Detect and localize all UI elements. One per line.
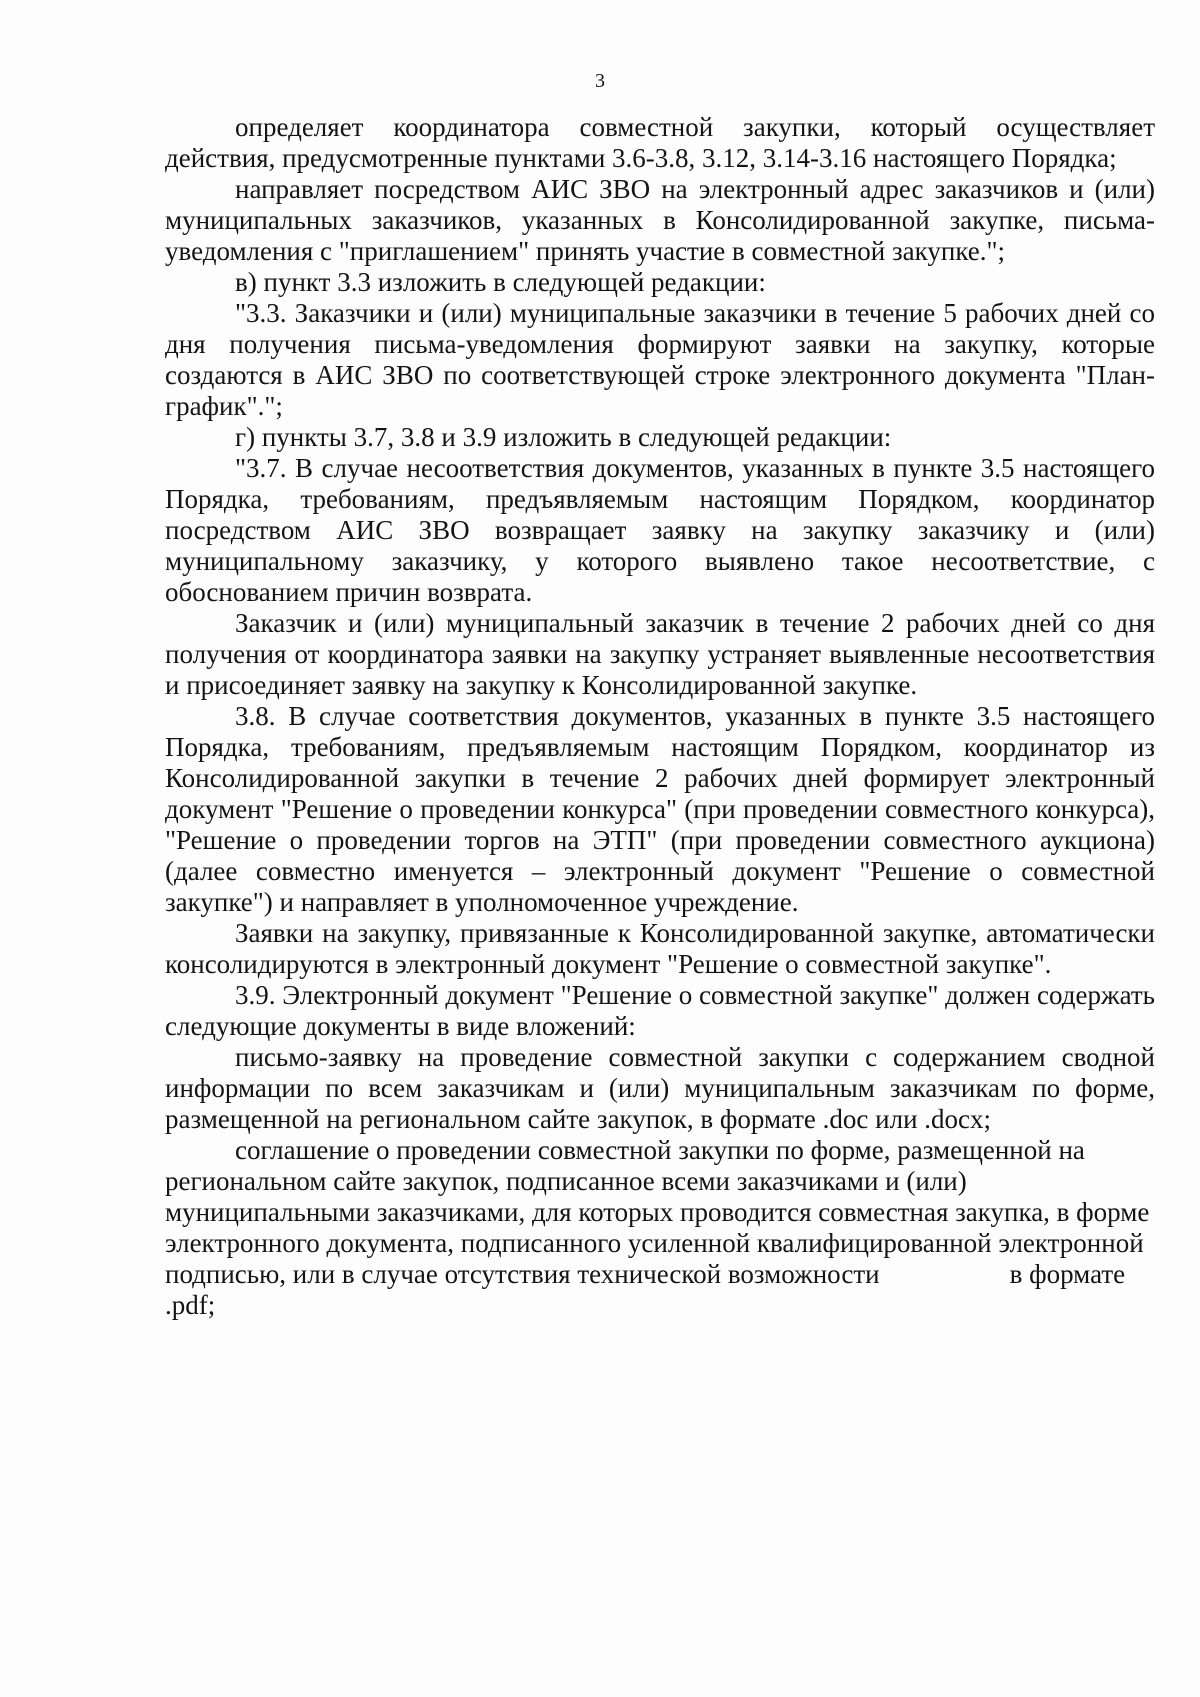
- paragraph: направляет посредством АИС ЗВО на электронный адрес заказчиков и (или) муниципальных заказчиков, указанных в Консолидированной закупке, письма-уведомления с "приглашением" принять участие в совместной закупке.";: [165, 174, 1155, 266]
- paragraph: определяет координатора совместной закупки, который осуществляет действия, предусмотренные пунктами 3.6-3.8, 3.12, 3.14-3.16 настоящего Порядка;: [165, 112, 1155, 173]
- paragraph-text: соглашение о проведении совместной закупки по форме, размещенной на региональном сайте закупок, подписанное всеми заказчиками и (или) муниципальными заказчиками, для которых проводится совместная закупка, в форме электронного документа, подписанного усиленной квалифицированной электронной подписью, или в случае отсутствия технической возможности: [165, 1135, 1150, 1289]
- paragraph: "3.7. В случае несоответствия документов, указанных в пункте 3.5 настоящего Порядка, требованиям, предъявляемым настоящим Порядком, координатор посредством АИС ЗВО возвращает заявку на закупку заказчику и (или) муниципальному заказчику, у которого выявлено такое несоответствие, с обоснованием причин возврата.: [165, 453, 1155, 607]
- page-number: 3: [595, 70, 605, 92]
- paragraph: 3.8. В случае соответствия документов, указанных в пункте 3.5 настоящего Порядка, требованиям, предъявляемым настоящим Порядком, координатор из Консолидированной закупки в течение 2 рабочих дней формирует электронный документ "Решение о проведении конкурса" (при проведении совместного конкурса), "Решение о проведении торгов на ЭТП" (при проведении совместного аукциона) (далее совместно именуется – электронный документ "Решение о совместной закупке") и направляет в уполномоченное учреждение.: [165, 701, 1155, 917]
- paragraph: г) пункты 3.7, 3.8 и 3.9 изложить в следующей редакции:: [235, 422, 892, 452]
- paragraph-last: [165, 1135, 1155, 1321]
- paragraph: "3.3. Заказчики и (или) муниципальные заказчики в течение 5 рабочих дней со дня получения письма-уведомления формируют заявки на закупку, которые создаются в АИС ЗВО по соответствующей строке электронного документа "План-график".";: [165, 298, 1155, 421]
- paragraph: письмо-заявку на проведение совместной закупки с содержанием сводной информации по всем заказчикам и (или) муниципальным заказчикам по форме, размещенной на региональном сайте закупок, в формате .doc или .docx;: [165, 1042, 1155, 1134]
- paragraph: 3.9. Электронный документ "Решение о совместной закупке" должен содержать следующие документы в виде вложений:: [165, 980, 1155, 1041]
- paragraph: Заказчик и (или) муниципальный заказчик в течение 2 рабочих дней со дня получения от координатора заявки на закупку устраняет выявленные несоответствия и присоединяет заявку на закупку к Консолидированной закупке.: [165, 608, 1155, 700]
- paragraph: в) пункт 3.3 изложить в следующей редакции:: [235, 267, 766, 297]
- paragraph-tail: в формате .pdf;: [165, 1259, 1126, 1320]
- document-body: [165, 112, 1155, 1321]
- paragraph: Заявки на закупку, привязанные к Консолидированной закупке, автоматически консолидируются в электронный документ "Решение о совместной закупке".: [165, 918, 1155, 979]
